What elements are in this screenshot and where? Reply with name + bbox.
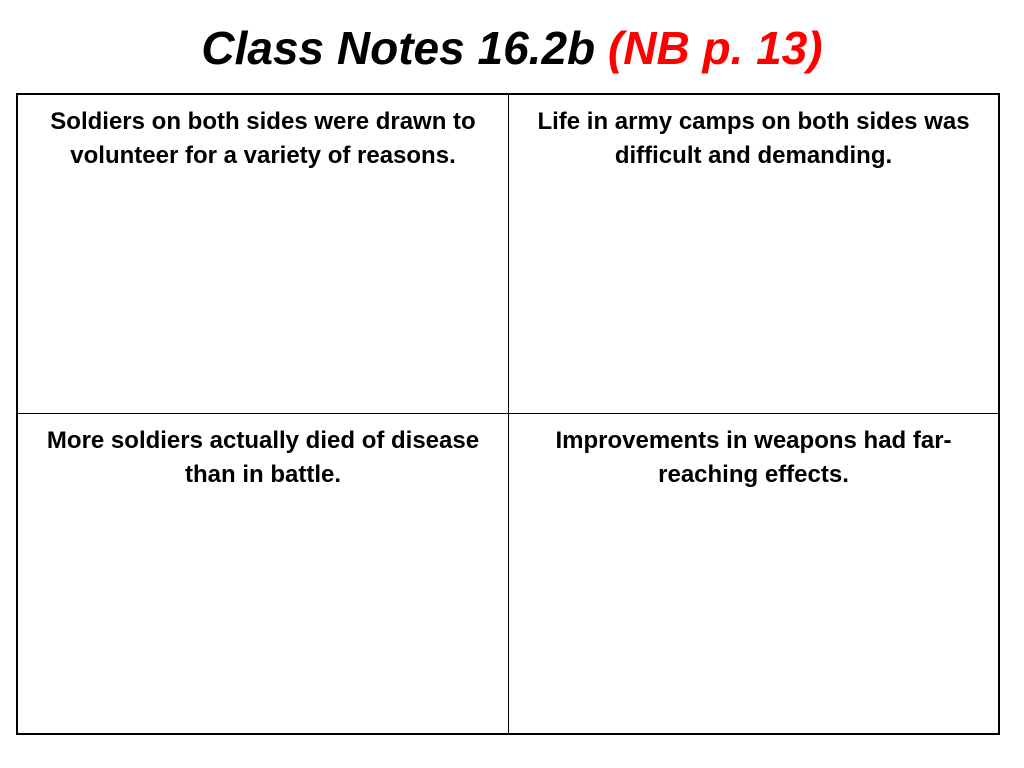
slide-title bbox=[0, 18, 1024, 78]
notes-cell-disease: More soldiers actually died of disease than in battle. bbox=[18, 414, 509, 733]
title-page-reference: (NB p. 13) bbox=[607, 22, 823, 74]
title-main-text: Class Notes 16.2b bbox=[201, 22, 596, 74]
notes-table bbox=[16, 93, 1000, 735]
notes-cell-camp-life: Life in army camps on both sides was difficult and demanding. bbox=[509, 95, 998, 414]
notes-cell-weapons: Improvements in weapons had far-reaching effects. bbox=[555, 427, 952, 488]
notes-cell-volunteer-reasons: Soldiers on both sides were drawn to volunteer for a variety of reasons. bbox=[18, 95, 509, 414]
